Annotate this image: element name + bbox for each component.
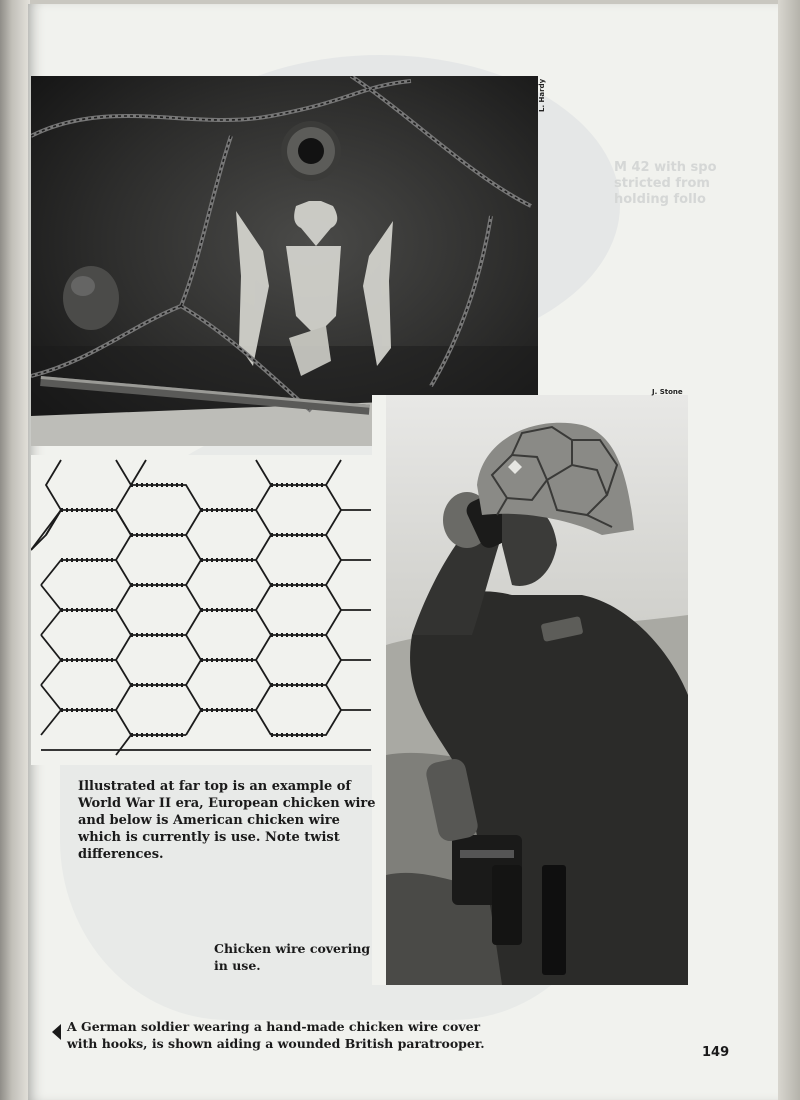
page-edge (778, 0, 800, 1100)
wire-comparison-caption: Illustrated at far top is an example of World War II era, European chicken wire and below is American chicken wire which is currently is use. Note twist differences. (78, 779, 376, 862)
page-number: 149 (702, 1045, 730, 1060)
book-spine-shadow (0, 0, 30, 1100)
show-through-text: M 42 with spo stricted from holding follo (614, 160, 717, 207)
left-arrow-icon (52, 1024, 61, 1040)
soldier-caption: A German soldier wearing a hand-made chicken wire cover with hooks, is shown aiding a wounded British paratrooper. (67, 1019, 485, 1051)
in-use-caption: Chicken wire covering in use. (214, 941, 371, 973)
photo-credit-hardy: L. Hardy (538, 78, 546, 112)
photo-credit-stone: J. Stone (652, 388, 683, 396)
soldier-binoculars-photo (372, 395, 688, 985)
chicken-wire-diagram (31, 455, 377, 765)
helmet-closeup-photo (31, 76, 538, 446)
